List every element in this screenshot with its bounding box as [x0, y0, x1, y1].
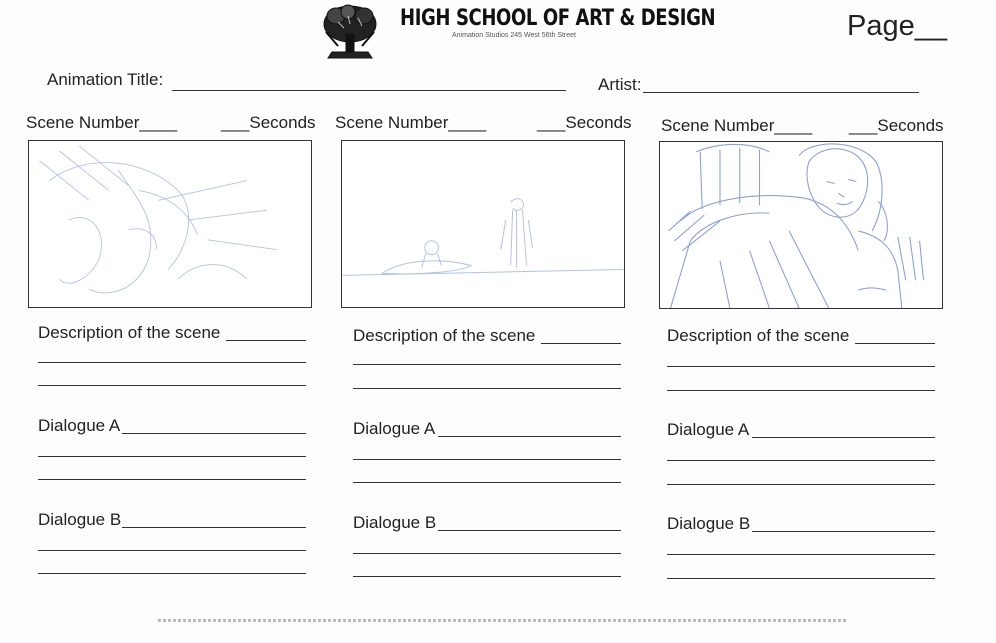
- artist-label: Artist:: [598, 75, 642, 94]
- scene-number-label: Scene Number____: [335, 113, 487, 132]
- seconds-label: ___Seconds: [849, 116, 944, 135]
- description-line[interactable]: [38, 385, 306, 386]
- description-label: Description of the scene: [353, 326, 536, 345]
- storyboard-frame-2[interactable]: [341, 140, 625, 308]
- description-label: Description of the scene: [667, 326, 850, 345]
- description-field[interactable]: [855, 343, 935, 344]
- description-line[interactable]: [667, 390, 935, 391]
- scene-number-label: Scene Number____: [26, 113, 178, 132]
- footer-fine-print: [158, 619, 848, 622]
- dialogue-b-line[interactable]: [667, 578, 935, 579]
- dialogue-b-field[interactable]: [438, 530, 621, 531]
- dialogue-a-line[interactable]: [667, 460, 935, 461]
- description-line[interactable]: [353, 364, 621, 365]
- dialogue-a-label: Dialogue A: [667, 420, 750, 439]
- storyboard-frame-3[interactable]: [659, 141, 943, 309]
- dialogue-b-line[interactable]: [353, 553, 621, 554]
- dialogue-a-field[interactable]: [122, 433, 306, 434]
- description-line[interactable]: [353, 388, 621, 389]
- dialogue-a-line[interactable]: [667, 484, 935, 485]
- description-line[interactable]: [38, 362, 306, 363]
- dialogue-b-label: Dialogue B: [353, 513, 437, 532]
- dialogue-b-field[interactable]: [752, 531, 935, 532]
- dialogue-b-line[interactable]: [667, 554, 935, 555]
- storyboard-frame-1[interactable]: [28, 140, 312, 308]
- dialogue-b-line[interactable]: [353, 576, 621, 577]
- dialogue-a-label: Dialogue A: [353, 419, 436, 438]
- sketch-panel-3: [660, 142, 942, 308]
- dialogue-a-line[interactable]: [353, 459, 621, 460]
- school-name: HIGH SCHOOL OF ART & DESIGN: [400, 6, 716, 31]
- seconds-label: ___Seconds: [537, 113, 632, 132]
- dialogue-a-field[interactable]: [752, 437, 935, 438]
- sketch-panel-1: [29, 141, 311, 307]
- dialogue-b-label: Dialogue B: [38, 510, 122, 529]
- animation-title-field[interactable]: [172, 90, 566, 91]
- dialogue-b-line[interactable]: [38, 573, 306, 574]
- dialogue-a-label: Dialogue A: [38, 416, 121, 435]
- school-address: Animation Studios 245 West 56th Street: [452, 32, 576, 39]
- description-label: Description of the scene: [38, 323, 221, 342]
- artist-field[interactable]: [643, 92, 919, 93]
- description-field[interactable]: [541, 343, 621, 344]
- dialogue-a-field[interactable]: [438, 436, 621, 437]
- page-number-label: Page__: [847, 10, 947, 42]
- description-line[interactable]: [667, 366, 935, 367]
- dialogue-b-field[interactable]: [122, 527, 306, 528]
- dialogue-b-line[interactable]: [38, 550, 306, 551]
- seconds-label: ___Seconds: [221, 113, 316, 132]
- sketch-panel-2: [342, 141, 624, 307]
- dialogue-a-line[interactable]: [353, 482, 621, 483]
- description-field[interactable]: [226, 340, 306, 341]
- dialogue-a-line[interactable]: [38, 456, 306, 457]
- animation-title-label: Animation Title:: [47, 70, 164, 89]
- school-logo-tree-icon: [318, 2, 382, 60]
- dialogue-a-line[interactable]: [38, 479, 306, 480]
- dialogue-b-label: Dialogue B: [667, 514, 751, 533]
- scene-number-label: Scene Number____: [661, 116, 813, 135]
